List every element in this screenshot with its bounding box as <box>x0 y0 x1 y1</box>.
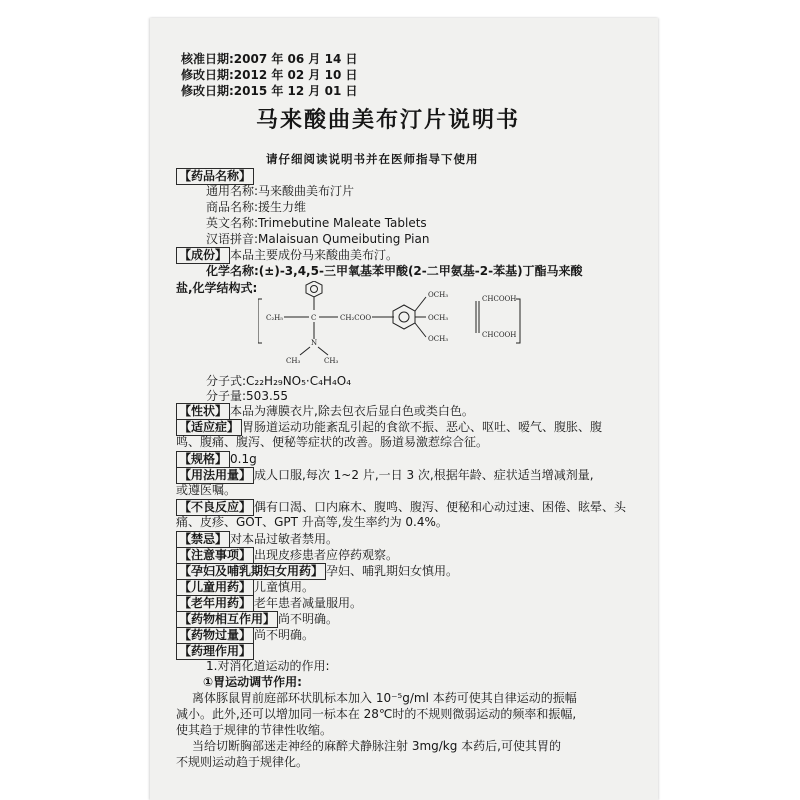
spec-text: 0.1g <box>230 452 257 466</box>
section-heading-contraindications: 【 禁忌 】 <box>176 531 230 548</box>
ch2coo-label: CH₂COO <box>340 314 372 322</box>
section-heading-properties: 【 性状 】 <box>176 403 230 420</box>
adverse-row <box>176 499 626 516</box>
section-heading-overdose: 【 药物过量 】 <box>176 627 254 644</box>
revision-date-2: 修改日期:2015 年 12 月 01 日 <box>181 84 358 98</box>
section-heading-dosage: 【 用法用量 】 <box>176 467 254 484</box>
english-name: 英文名称:Trimebutine Maleate Tablets <box>206 216 427 230</box>
overdose-row <box>176 627 314 644</box>
section-heading-precautions: 【 注意事项 】 <box>176 547 254 564</box>
section-heading-composition: 【 成份 】 <box>176 247 230 264</box>
pharmacology-para1-line2: 减小。此外,还可以增加同一标本在 28℃时的不规则微弱运动的频率和振幅, <box>176 707 577 721</box>
interactions-text: 尚不明确。 <box>278 612 339 626</box>
children-text: 儿童慎用。 <box>254 580 315 594</box>
dosage-text-line2: 或遵医嘱。 <box>176 483 237 497</box>
pinyin-name: 汉语拼音:Malaisuan Qumeibuting Pian <box>206 232 430 246</box>
ch3-right-label: CH₃ <box>324 357 339 365</box>
elderly-text: 老年患者减量服用。 <box>254 596 363 610</box>
dosage-row <box>176 467 594 484</box>
pharmacology-para2-line1: 当给切断胸部迷走神经的麻醉犬静脉注射 3mg/kg 本药后,可使其胃的 <box>192 739 561 753</box>
molecular-weight: 分子量:503.55 <box>206 389 289 403</box>
elderly-row <box>176 595 362 612</box>
molecular-formula: 分子式:C₂₂H₂₉NO₅·C₄H₄O₄ <box>206 374 352 388</box>
pregnancy-row <box>176 563 458 580</box>
overdose-text: 尚不明确。 <box>254 628 315 642</box>
spec-row <box>176 451 257 468</box>
och3-middle-label: OCH₃ <box>428 314 449 322</box>
properties-text: 本品为薄膜衣片,除去包衣后显白色或类白色。 <box>230 404 474 418</box>
chemical-structure-diagram <box>258 281 528 367</box>
chemical-name-line1: 化学名称:(±)-3,4,5-三甲氧基苯甲酸(2-二甲氨基-2-苯基)丁酯马来酸 <box>206 264 583 278</box>
indications-text-line2: 鸣、腹痛、腹泻、便秘等症状的改善。肠道易激惹综合征。 <box>176 435 489 449</box>
indications-row <box>176 419 602 436</box>
carbon-label: C <box>311 314 317 322</box>
adverse-text-line1: 偶有口渴、口内麻木、腹鸣、腹泻、便秘和心动过速、困倦、眩晕、头 <box>254 500 627 514</box>
adverse-text-line2: 痛、皮疹、GOT、GPT 升高等,发生率约为 0.4%。 <box>176 515 448 529</box>
pharmacology-para1-line1: 离体豚鼠胃前庭部环状肌标本加入 10⁻⁵g/ml 本药可使其自律运动的振幅 <box>192 691 577 705</box>
indications-text-line1: 胃肠道运动功能紊乱引起的食欲不振、恶心、呕吐、嗳气、腹胀、腹 <box>242 420 603 434</box>
trade-name: 商品名称:援生力维 <box>206 200 307 214</box>
pharmacology-para2-line2: 不规则运动趋于规律化。 <box>176 755 309 769</box>
section-heading-pregnancy: 【 孕妇及哺乳期妇女用药 】 <box>176 563 326 580</box>
c2h5-label: C₂H₅ <box>266 314 284 322</box>
section-heading-drug-name: 【 药品名称 】 <box>176 168 254 185</box>
section-heading-pharmacology: 【 药理作用 】 <box>176 643 254 660</box>
precautions-text: 出现皮疹患者应停药观察。 <box>254 548 399 562</box>
chemical-name-line2: 盐,化学结构式: <box>176 281 258 295</box>
section-heading-adverse-reactions: 【 不良反应 】 <box>176 499 254 516</box>
document-subtitle: 请仔细阅读说明书并在医师指导下使用 <box>266 152 479 166</box>
ch3-left-label: CH₃ <box>286 357 301 365</box>
och3-bottom-label: OCH₃ <box>428 335 449 343</box>
children-row <box>176 579 314 596</box>
properties-row <box>176 403 474 420</box>
contraindications-text: 对本品过敏者禁用。 <box>230 532 339 546</box>
contraindications-row <box>176 531 338 548</box>
document-title: 马来酸曲美布汀片说明书 <box>256 108 521 133</box>
section-heading-children: 【 儿童用药 】 <box>176 579 254 596</box>
generic-name: 通用名称:马来酸曲美布汀片 <box>206 184 355 198</box>
nitrogen-label: N <box>311 339 318 347</box>
section-heading-interactions: 【 药物相互作用 】 <box>176 611 278 628</box>
section-heading-indications: 【 适应症 】 <box>176 419 242 436</box>
precautions-row <box>176 547 398 564</box>
pregnancy-text: 孕妇、哺乳期妇女慎用。 <box>326 564 459 578</box>
section-heading-spec: 【 规格 】 <box>176 451 230 468</box>
pharmacology-item-1: 1.对消化道运动的作用: <box>206 659 330 673</box>
dosage-text-line1: 成人口服,每次 1~2 片,一日 3 次,根据年龄、症状适当增减剂量, <box>254 468 594 482</box>
och3-top-label: OCH₃ <box>428 291 449 299</box>
pharmacology-item-1a: ①胃运动调节作用: <box>203 675 302 689</box>
pharmacology-para1-line3: 使其趋于规律的节律性收缩。 <box>176 723 333 737</box>
chcooh-bottom-label: CHCOOH <box>482 331 517 339</box>
interactions-row <box>176 611 338 628</box>
composition-text: 本品主要成份马来酸曲美布汀。 <box>230 248 399 262</box>
composition-row <box>176 247 398 264</box>
revision-date-1: 修改日期:2012 年 02 月 10 日 <box>181 68 358 82</box>
chcooh-top-label: CHCOOH <box>482 295 517 303</box>
approval-date: 核准日期:2007 年 06 月 14 日 <box>181 52 358 66</box>
section-heading-elderly: 【 老年用药 】 <box>176 595 254 612</box>
